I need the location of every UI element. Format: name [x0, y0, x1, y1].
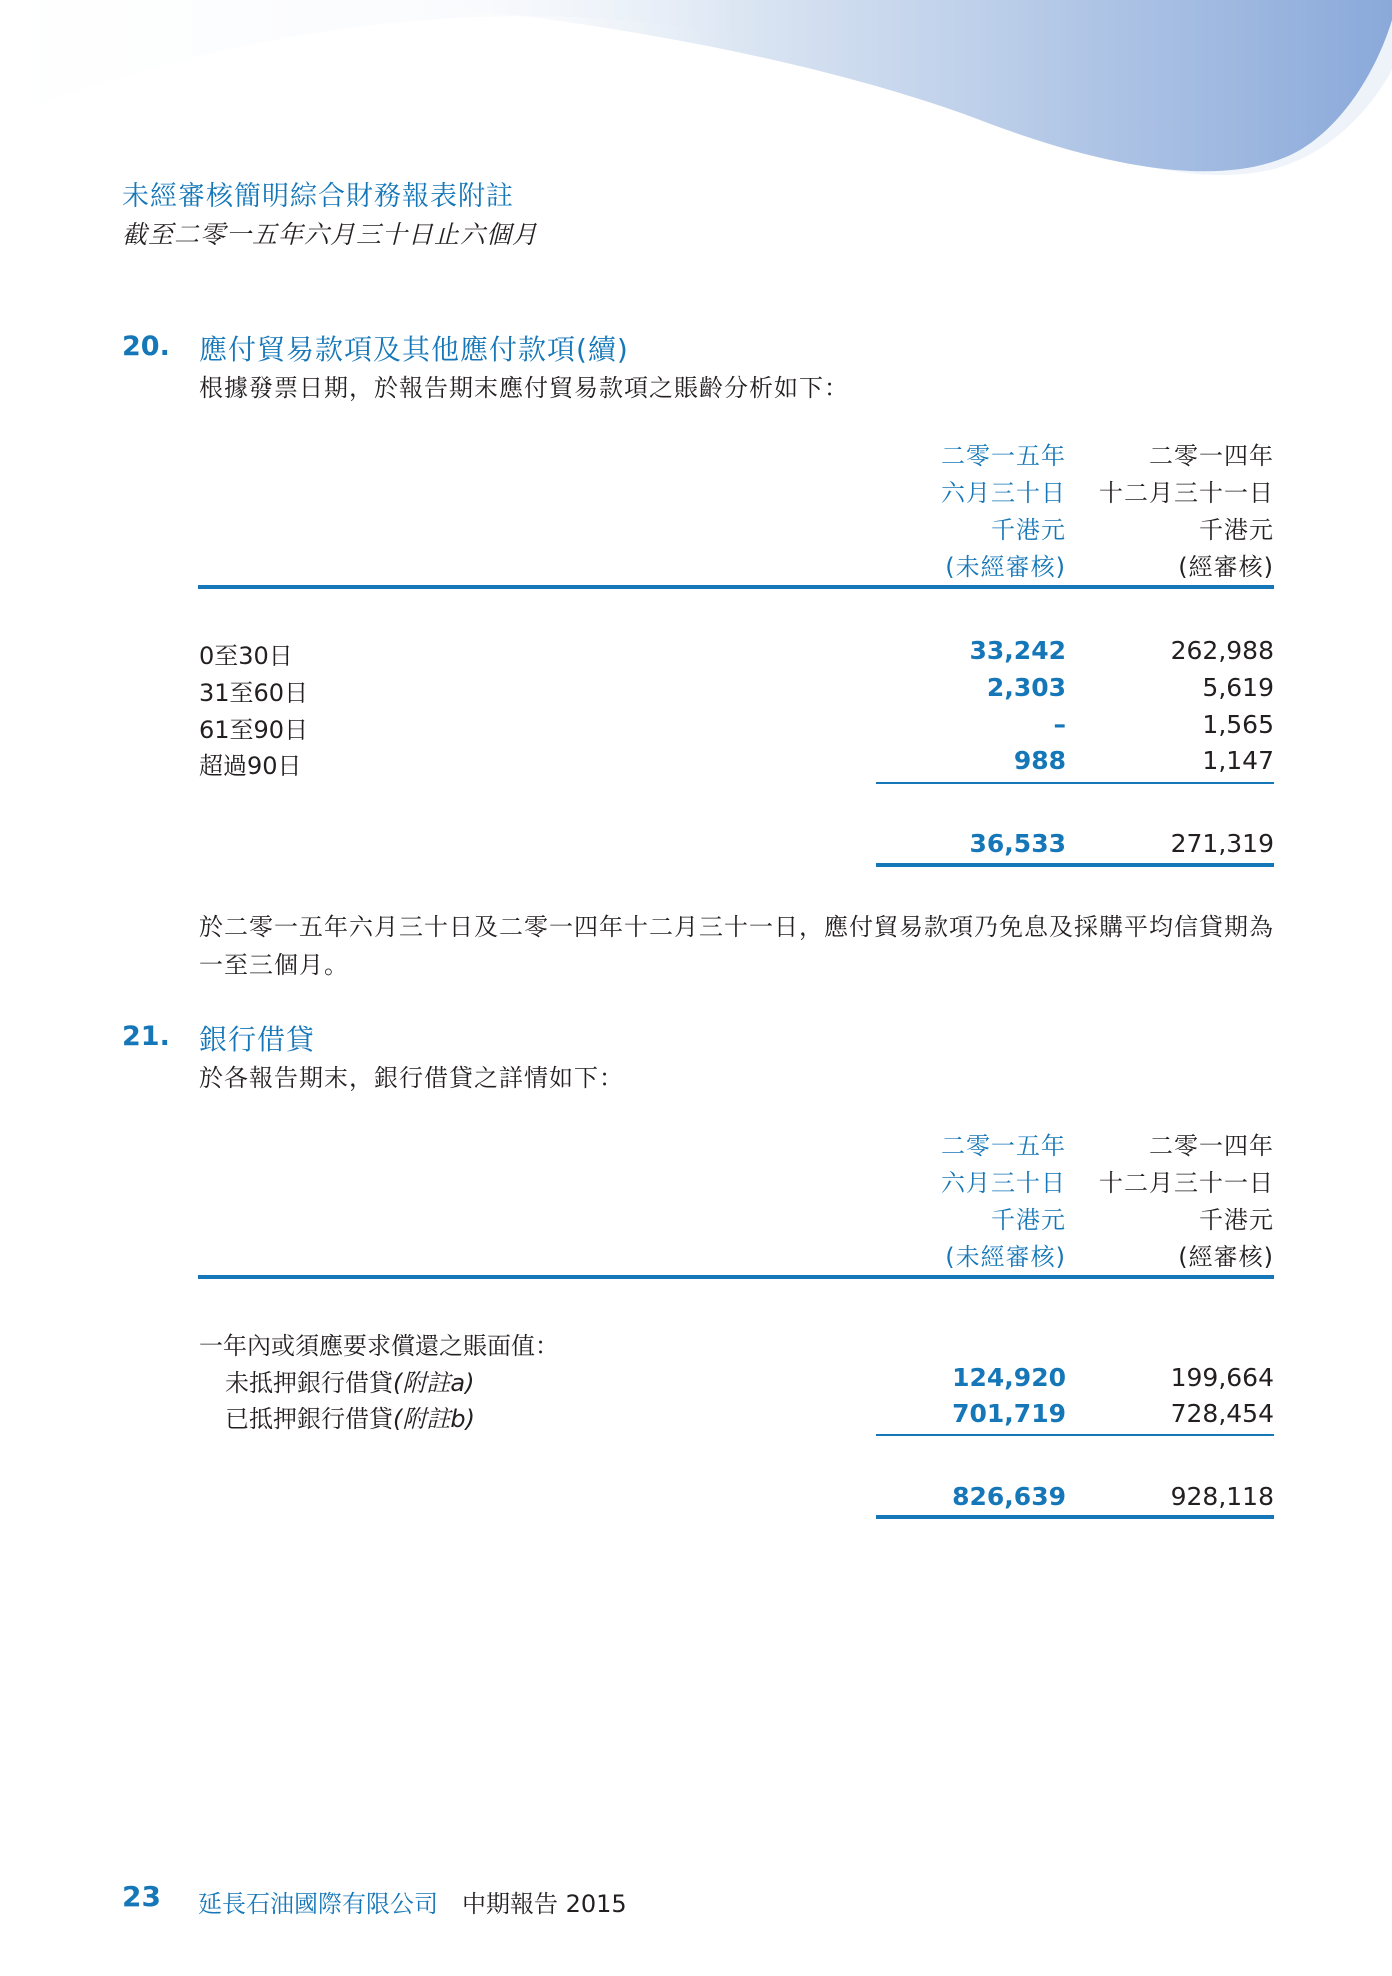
- footer-company-name: 延長石油國際有限公司: [198, 1890, 438, 1918]
- table-row-label: 61至90日: [199, 716, 309, 744]
- note-21-column-header-prior: [1060, 1128, 1274, 1276]
- page-header-title: 未經審核簡明綜合財務報表附註: [122, 181, 514, 212]
- table-cell-prior: 199,664: [1170, 1363, 1274, 1392]
- col-header-line: (經審核): [1178, 553, 1274, 581]
- page-number: 23: [122, 1880, 161, 1913]
- col-header-line: 十二月三十一日: [1099, 479, 1274, 507]
- note-20-description: 根據發票日期，於報告期末應付貿易款項之賬齡分析如下：: [199, 374, 849, 402]
- col-header-line: 千港元: [991, 516, 1066, 544]
- col-header-line: 二零一五年: [941, 442, 1066, 470]
- col-header-line: 六月三十日: [941, 1169, 1066, 1197]
- row-label-text: 已抵押銀行借貸: [225, 1405, 393, 1433]
- col-header-line: 六月三十日: [941, 479, 1066, 507]
- footer-report-name: 中期報告 2015: [462, 1890, 627, 1918]
- table-cell-current: 2,303: [986, 673, 1066, 702]
- note-21-group-label: 一年內或須應要求償還之賬面值：: [199, 1332, 559, 1360]
- col-header-line: 千港元: [1199, 1206, 1274, 1234]
- table-cell-prior: 1,147: [1202, 746, 1274, 775]
- col-header-line: 二零一四年: [1149, 1132, 1274, 1160]
- note-21-total-prior: 928,118: [1170, 1482, 1274, 1511]
- table-cell-prior: 5,619: [1202, 673, 1274, 702]
- table-cell-current: 701,719: [952, 1399, 1066, 1428]
- table-cell-current: 988: [1013, 746, 1066, 775]
- note-21-header-rule: [198, 1275, 1274, 1279]
- table-cell-current: 33,242: [969, 636, 1066, 665]
- note-20-column-header-current: [870, 438, 1066, 586]
- col-header-line: (未經審核): [945, 553, 1066, 581]
- table-row-label: 0至30日: [199, 642, 293, 670]
- page-header-subtitle: 截至二零一五年六月三十日止六個月: [122, 220, 539, 249]
- note-20-total-current: 36,533: [969, 829, 1066, 858]
- table-row-label: 超過90日: [199, 752, 302, 780]
- note-21-total-rule: [876, 1515, 1274, 1519]
- table-cell-prior: 728,454: [1170, 1399, 1274, 1428]
- note-20-column-header-prior: [1060, 438, 1274, 586]
- note-21-description: 於各報告期末，銀行借貸之詳情如下：: [199, 1064, 624, 1092]
- note-20-total-rule: [876, 863, 1274, 867]
- table-row-label: [225, 1399, 475, 1434]
- col-header-line: 千港元: [1199, 516, 1274, 544]
- note-21-subtotal-rule: [876, 1434, 1274, 1436]
- note-20-total-prior: 271,319: [1170, 829, 1274, 858]
- row-note-ref: (附註a): [393, 1369, 475, 1397]
- note-20-number: 20.: [122, 331, 170, 362]
- row-note-ref: (附註b): [393, 1405, 475, 1433]
- note-21-total-current: 826,639: [952, 1482, 1066, 1511]
- note-20-subtotal-rule: [876, 782, 1274, 784]
- note-21-number: 21.: [122, 1021, 170, 1052]
- table-cell-current: –: [1053, 710, 1066, 739]
- table-cell-prior: 1,565: [1202, 710, 1274, 739]
- table-row-label: 31至60日: [199, 679, 309, 707]
- col-header-line: 二零一五年: [941, 1132, 1066, 1160]
- note-20-title: 應付貿易款項及其他應付款項(續): [199, 333, 629, 366]
- col-header-line: (未經審核): [945, 1243, 1066, 1271]
- col-header-line: 二零一四年: [1149, 442, 1274, 470]
- row-label-text: 未抵押銀行借貸: [225, 1369, 393, 1397]
- table-row-label: [225, 1363, 474, 1398]
- note-20-paragraph: 於二零一五年六月三十日及二零一四年十二月三十一日，應付貿易款項乃免息及採購平均信貸期為一至三個月。: [199, 913, 1274, 979]
- note-21-title: 銀行借貸: [199, 1023, 316, 1056]
- note-21-column-header-current: [870, 1128, 1066, 1276]
- col-header-line: (經審核): [1178, 1243, 1274, 1271]
- header-wave-decoration: [0, 0, 1392, 200]
- table-cell-prior: 262,988: [1170, 636, 1274, 665]
- note-20-header-rule: [198, 585, 1274, 589]
- col-header-line: 千港元: [991, 1206, 1066, 1234]
- col-header-line: 十二月三十一日: [1099, 1169, 1274, 1197]
- table-cell-current: 124,920: [952, 1363, 1066, 1392]
